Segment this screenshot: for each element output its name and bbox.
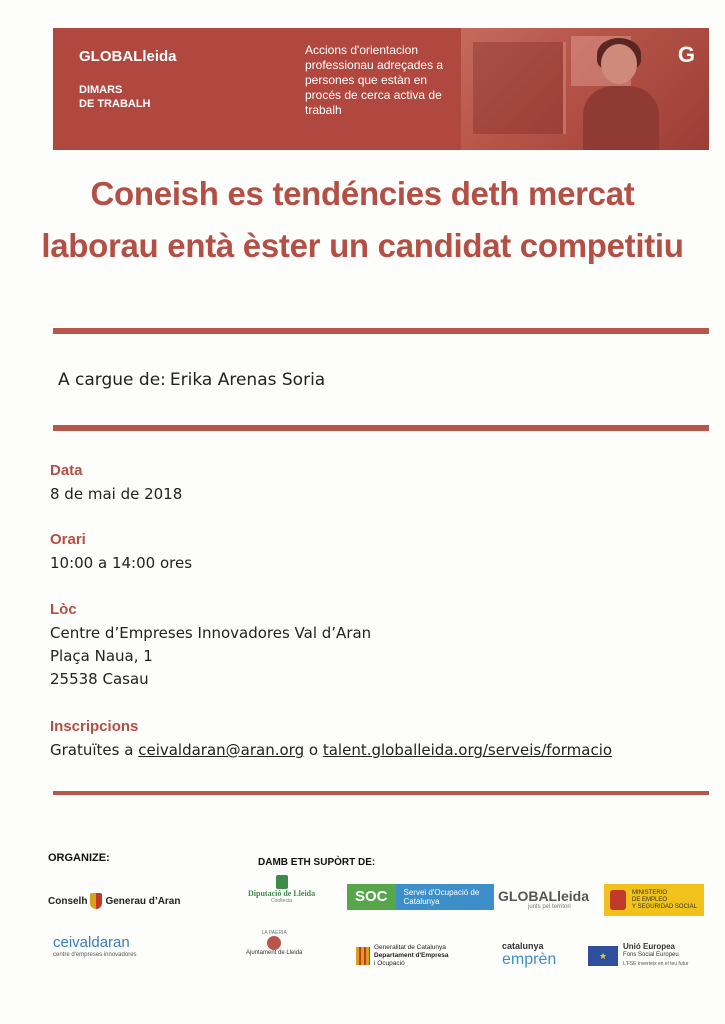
speaker-name: Erika Arenas Soria — [169, 370, 326, 390]
ajuntament-crest-icon — [267, 936, 281, 950]
divider-middle — [53, 425, 709, 431]
generalitat-line-3: i Ocupació — [374, 960, 405, 967]
photo-person-head — [601, 44, 637, 84]
soc-text: SOC — [347, 884, 396, 910]
globalleida-text: GLOBALleida — [498, 888, 590, 904]
eu-text-group — [623, 942, 688, 969]
registration-line — [50, 739, 612, 762]
eu-line-1: Unió Europea — [623, 942, 676, 951]
badge-letter: G — [677, 42, 695, 67]
registration-connector: o — [308, 741, 319, 759]
schedule-value: 10:00 a 14:00 ores — [50, 554, 193, 572]
eu-line-2: Fons Social Europeu — [623, 952, 679, 958]
registration-prefix: Gratuïtes a — [50, 741, 134, 759]
ceivaldaran-text: ceivaldaran — [53, 934, 130, 951]
registration-label: Inscripcions — [50, 718, 139, 735]
diputacio-logo — [248, 875, 315, 904]
diputacio-subtext: Cooltecta — [271, 898, 293, 904]
ministerio-line-3: Y SEGURIDAD SOCIAL — [632, 903, 697, 910]
soc-logo — [347, 884, 494, 910]
conselh-generau-logo — [48, 893, 180, 909]
ajuntament-text: Ajuntament de Lleida — [246, 950, 303, 956]
eu-flag-icon: ★ — [588, 946, 618, 966]
registration-url-link[interactable]: talent.globalleida.org/serveis/formacio — [322, 741, 613, 759]
ceivaldaran-subtext: centre d'empreses innovadores — [53, 952, 137, 958]
generalitat-line-2: Departament d'Empresa — [374, 952, 449, 959]
empren-text: emprèn — [502, 951, 557, 968]
location-line-3: 25538 Casau — [50, 670, 149, 688]
eu-line-3: L'FSE inverteix en el teu futur — [623, 961, 689, 967]
registration-email-link[interactable]: ceivaldaran@aran.org — [138, 741, 305, 759]
ministerio-line-2: DE EMPLEO — [632, 896, 668, 903]
location-line-1: Centre d’Empreses Innovadores Val d’Aran — [50, 624, 372, 642]
globalleida-logo — [498, 888, 589, 910]
photo-person-body — [583, 86, 659, 150]
diputacio-text: Diputació de Lleida — [248, 889, 316, 898]
globalleida-subtext: junts pel territori — [528, 904, 571, 910]
catalunya-text: catalunya — [502, 941, 544, 951]
date-label: Data — [50, 462, 83, 479]
divider-top — [53, 328, 709, 334]
date-value: 8 de mai de 2018 — [50, 485, 183, 503]
location-label: Lòc — [50, 601, 77, 618]
photo-shelf — [473, 42, 566, 134]
generalitat-text-group — [374, 944, 449, 968]
brand-name: GLOBALleida — [79, 48, 177, 65]
generau-text: Generau d’Aran — [105, 895, 181, 907]
header-banner — [53, 28, 709, 150]
location-line-2: Plaça Naua, 1 — [50, 647, 153, 665]
speaker-line — [58, 370, 329, 390]
paeria-text: LA PAERIA — [261, 930, 287, 936]
generalitat-logo — [356, 944, 449, 968]
divider-bottom — [53, 791, 709, 795]
ministerio-text-group — [632, 890, 697, 911]
generalitat-line-1: Generalitat de Catalunya — [374, 944, 446, 951]
ceivaldaran-logo — [53, 934, 137, 960]
soc-description: Servei d'Ocupació de Catalunya — [396, 884, 494, 910]
brand-subtitle: DIMARS DE TRABALH — [79, 84, 151, 110]
header-photo — [461, 28, 709, 150]
organize-label: ORGANIZE: — [48, 852, 110, 864]
catalunya-empren-logo — [502, 940, 556, 966]
generalitat-flag-icon — [356, 947, 370, 965]
conselh-text: Conselh — [48, 895, 88, 907]
schedule-label: Orari — [50, 531, 86, 548]
union-europea-logo — [588, 942, 688, 969]
ministerio-line-1: MINISTERIO — [632, 889, 668, 896]
spain-crest-icon — [610, 890, 626, 910]
aran-shield-icon — [90, 893, 102, 909]
page-title: Coneish es tendéncies deth mercat laborau entà èster un candidat competitiu — [41, 175, 684, 264]
ajuntament-logo — [246, 930, 302, 956]
banner-description: Accions d'orientacion professionau adreçades a persones que estàn en procés de cerca activa de trabalh — [305, 43, 444, 117]
speaker-label: A cargue de: — [58, 370, 166, 390]
ministerio-logo — [604, 884, 704, 916]
support-label: DAMB ETH SUPÒRT DE: — [258, 857, 376, 868]
diputacio-crest-icon — [276, 875, 288, 889]
